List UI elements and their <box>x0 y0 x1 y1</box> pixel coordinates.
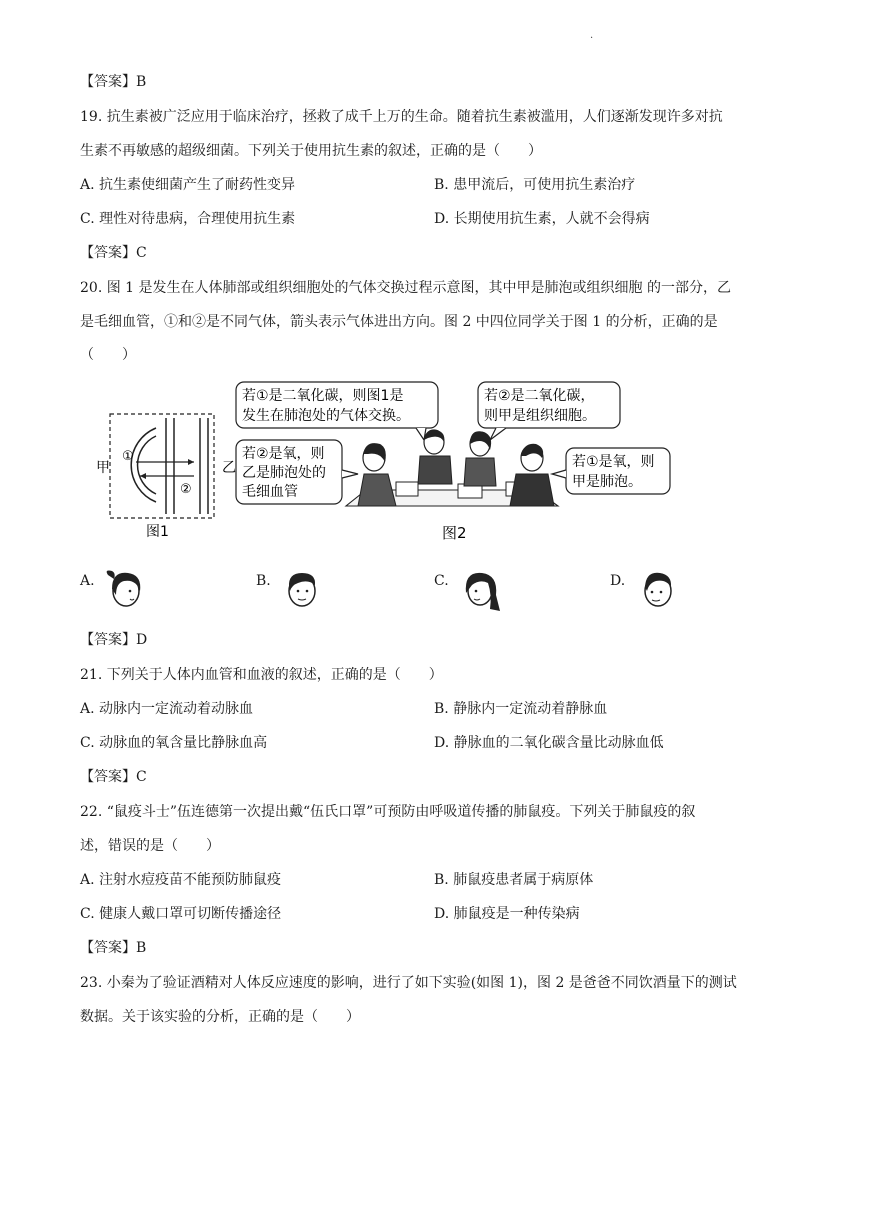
q22-stem-line2: 述，错误的是（ ） <box>80 838 220 854</box>
bubble-3-line2: 乙是肺泡处的 <box>242 465 326 481</box>
bubble-2-line1: 若②是二氧化碳， <box>484 388 595 404</box>
q20-stem-line1: 20. 图 1 是发生在人体肺部或组织细胞处的气体交换过程示意图，其中甲是肺泡或组织细胞 的一部分，乙 <box>80 280 731 296</box>
q22-option-a: A. 注射水痘疫苗不能预防肺鼠疫 <box>80 872 282 888</box>
figure1-frame <box>110 414 214 518</box>
answer-q19: 【答案】C <box>80 245 147 261</box>
q20-option-b-label: B. <box>256 573 271 589</box>
q22-option-d: D. 肺鼠疫是一种传染病 <box>434 906 580 922</box>
q22-option-b: B. 肺鼠疫患者属于病原体 <box>434 872 594 888</box>
figure1-label-yi: 乙 <box>222 460 236 476</box>
figure1-caption: 图1 <box>146 524 169 540</box>
student-girl-left <box>358 443 396 506</box>
figure1-diagram <box>96 414 236 540</box>
figure1-label-1: ① <box>122 449 134 464</box>
q21-option-c: C. 动脉血的氧含量比静脉血高 <box>80 735 268 751</box>
bubble-4-tail <box>552 470 566 478</box>
q19-option-d: D. 长期使用抗生素，人就不会得病 <box>434 211 650 227</box>
q20-option-c-label: C. <box>434 573 449 589</box>
answer-q18: 【答案】B <box>80 74 147 90</box>
q20-option-d-face <box>634 565 682 613</box>
bubble-3-line3: 毛细血管 <box>242 484 298 500</box>
figure1-arrowhead-out <box>188 459 194 465</box>
q21-stem-line1: 21. 下列关于人体内血管和血液的叙述，正确的是（ ） <box>80 667 443 683</box>
q20-option-a-label: A. <box>80 573 95 589</box>
student-boy-right <box>510 444 554 506</box>
answer-q20: 【答案】D <box>80 632 148 648</box>
figure1-alveolus-arc <box>131 428 156 502</box>
q20-option-d-label: D. <box>610 573 626 589</box>
bubble-4-line2: 甲是肺泡。 <box>572 474 642 490</box>
bubble-2-line2: 则甲是组织细胞。 <box>484 408 596 424</box>
answer-q22: 【答案】B <box>80 940 147 956</box>
q21-option-b: B. 静脉内一定流动着静脉血 <box>434 701 608 717</box>
q20-option-a-face <box>100 565 148 613</box>
q19-option-a: A. 抗生素使细菌产生了耐药性变异 <box>80 177 296 193</box>
figure1-alveolus-arc-inner <box>138 436 156 494</box>
q19-stem-line1: 19. 抗生素被广泛应用于临床治疗，拯救了成千上万的生命。随着抗生素被滥用，人们逐渐发现许多对抗 <box>80 109 723 125</box>
header-dot: . <box>590 30 594 41</box>
q21-option-d: D. 静脉血的二氧化碳含量比动脉血低 <box>434 735 664 751</box>
q20-stem-line3: （ ） <box>80 347 136 363</box>
q20-figure <box>96 378 676 548</box>
q20-figure-svg <box>96 378 676 548</box>
q21-option-a: A. 动脉内一定流动着动脉血 <box>80 701 254 717</box>
q23-stem-line1: 23. 小秦为了验证酒精对人体反应速度的影响，进行了如下实验(如图 1)，图 2 是爸爸不同饮酒量下的测试 <box>80 975 737 991</box>
answer-q21: 【答案】C <box>80 769 147 785</box>
figure2-caption: 图2 <box>442 524 467 542</box>
bubble-3-line1: 若②是氧，则 <box>242 446 325 462</box>
bubble-4-line1: 若①是氧，则 <box>572 454 655 470</box>
q19-option-c: C. 理性对待患病，合理使用抗生素 <box>80 211 296 227</box>
figure1-label-jia: 甲 <box>96 460 110 476</box>
bubble-3-tail <box>342 470 358 478</box>
book-1 <box>396 482 418 496</box>
bubble-1-line2: 发生在肺泡处的气体交换。 <box>242 408 410 424</box>
bubble-2-tail <box>490 428 506 440</box>
q19-stem-line2: 生素不再敏感的超级细菌。下列关于使用抗生素的叙述，正确的是（ ） <box>80 143 542 159</box>
q20-option-row <box>0 565 869 615</box>
bubble-1-line1: 若①是二氧化碳，则图1是 <box>242 388 404 404</box>
figure2-illustration <box>236 382 670 542</box>
q20-option-c-face <box>458 565 508 615</box>
q22-option-c: C. 健康人戴口罩可切断传播途径 <box>80 906 282 922</box>
figure1-label-2: ② <box>180 482 192 497</box>
q23-stem-line2: 数据。关于该实验的分析，正确的是（ ） <box>80 1009 360 1025</box>
q19-option-b: B. 患甲流后，可使用抗生素治疗 <box>434 177 636 193</box>
q20-stem-line2: 是毛细血管，①和②是不同气体，箭头表示气体进出方向。图 2 中四位同学关于图 1 的分析，正确的是 <box>80 314 718 330</box>
q22-stem-line1: 22. “鼠疫斗士”伍连德第一次提出戴“伍氏口罩”可预防由呼吸道传播的肺鼠疫。下列关于肺鼠疫的叙 <box>80 804 696 820</box>
q20-option-b-face <box>278 565 326 613</box>
